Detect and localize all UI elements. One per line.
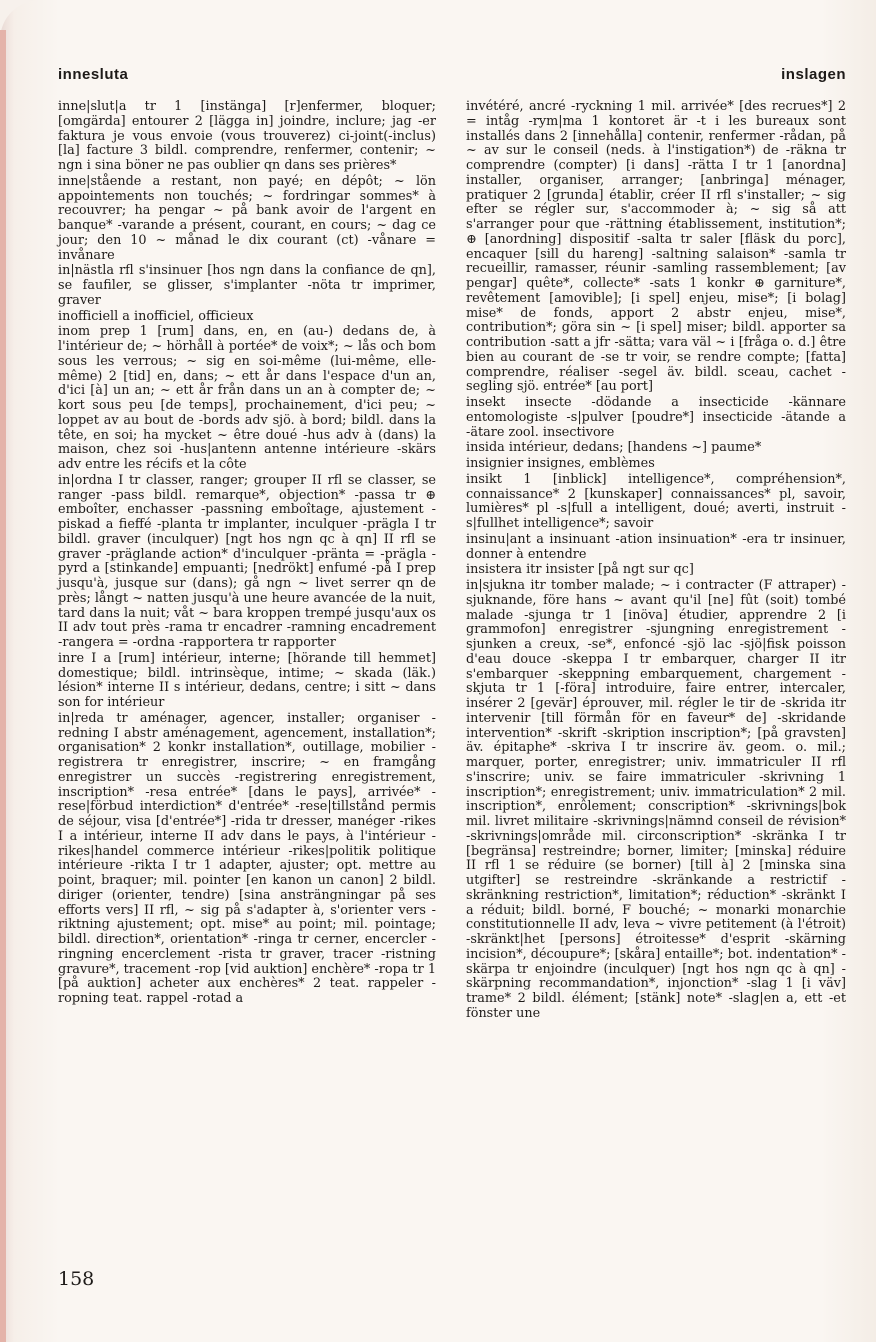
entry-insjukna: in|sjukna itr tomber malade; ~ i contracter (F attraper) -sjuknande, före hans ~ avant qu'il [ne] fût (soit) tombé malade -sjunga tr 1 [inöva] étudier, apprendre 2 [i grammofon] enregistrer -sjungning enregistrement -sjunken a creux, -se*, enfoncé -sjö lac -sjö|fisk poisson d'eau douce -skeppa I tr embarquer, charger II itr s'embarquer -skeppning embarquement, chargement -skjuta tr 1 [-föra] introduire, faire entrer, intercaler, insérer 2 [gevär] éprouver, mil. régler le tir de -skrida itr intervenir [till förmån för en faveur* de] -skridande intervention* -skrift -skription inscription*; [på gravsten] äv. épitaphe* -skriva I tr inscrire äv. geom. o. mil.; marquer, porter, enregistrer; univ. immatriculer II rfl s'inscrire; univ. se faire immatriculer -skrivning 1 inscription*; enregistrement; univ. immatriculation* 2 mil. inscription*, enrôlement; conscription* -skrivnings|bok mil. livret militaire -skrivnings|nämnd conseil de révision* -skrivnings|område mil. circonscription* -skränka I tr [begränsa] restreindre; borner, limiter; [minska] réduire II rfl 1 se réduire (se borner) [till à] 2 [minska sina utgifter] se restreindre -skränkande a restrictif -skränkning restriction*, limitation*; réduction* -skränkt I a réduit; bildl. borné, F bouché; ~ monarki monarchie constitutionnelle II adv, leva ~ vivre petitement (à l'étroit) -skränkt|het [persons] étroitesse* d'esprit -skärning incision*, découpure*; [skåra] entaille*; bot. indentation* -skärpa tr enjoindre (inculquer) [ngt hos ngn qc à qn] -skärpning recommandation*, injonction* -slag 1 [i väv] trame* 2 bildl. élément; [stänk] note* -slag|en a, ett -et fönster une	[466, 578, 846, 1021]
entry-inneslut: inne|slut|a tr 1 [instänga] [r]enfermer, bloquer; [omgärda] entourer 2 [lägga in] joindre, inclure; jag -er faktura je vous envoie (vous trouverez) ci-joint(-inclus) [la] facture 3 bildl. comprendre, renfermer, contenir; ~ ngn i sina böner ne pas oublier qn dans ses prières*	[58, 99, 436, 173]
page-edge	[0, 30, 6, 1342]
entry-insekt: insekt insecte -dödande a insecticide -kännare entomologiste -s|pulver [poudre*] insecticide -ätande a -ätare zool. insectivore	[466, 395, 846, 440]
entry-insistera: insistera itr insister [på ngt sur qc]	[466, 562, 694, 578]
entry-inre: inre I a [rum] intérieur, interne; [hörande till hemmet] domestique; bildl. intrinsèque, intime; ~ skada (läk.) lésion* interne II s intérieur, dedans, centre; i sitt ~ dans son for intérieur	[58, 650, 436, 710]
entry-inom: inom prep 1 [rum] dans, en, en (au-) dedans de, à l'intérieur de; ~ hörhåll à portée* de voix*; ~ lås och bom sous les verrous; ~ sig en soi-même (lui-même, elle-même) 2 [tid] en, dans; ~ ett år dans l'espace d'un an, d'ici [à] un an; ~ ett år från dans un an à compter de; ~ kort sous peu [de temps], prochainement, d'ici peu; ~ loppet av au bout de -bords adv sjö. à bord; bildl. dans la tête, en soi; ha mycket ~ être doué -hus adv à (dans) la maison, chez soi -hus|antenn antenne intérieure -skärs adv entre les récifs et la côte	[58, 324, 436, 472]
entry-insida: insida intérieur, dedans; [handens ~] paume*	[466, 440, 762, 456]
entry-inordna: in|ordna I tr classer, ranger; grouper II rfl se classer, se ranger -pass bildl. remarque*, objection* -passa tr ⊕ emboîter, enchasser -passning emboîtage, ajustement -piskad a fieffé -planta tr implanter, inculquer -prägla I tr bildl. graver (inculquer) [ngt hos ngn qc à qn] II rfl se graver -präglande action* d'inculquer -pränta = -prägla -pyrd a [stinkande] empuanti; [nedrökt] enfumé -på I prep jusqu'à, jusque sur (dans); gå ngn ~ livet serrer qn de près; långt ~ natten jusqu'à une heure avancée de la nuit, tard dans la nuit; våt ~ bara kroppen trempé jusqu'aux os II adv tout près -rama tr encadrer -ramning encadrement -rangera = -ordna -rapportera tr rapporter	[58, 472, 436, 650]
left-column	[58, 100, 436, 1008]
entry-innestaende: inne|stående a restant, non payé; en dépôt; ~ lön appointements non touchés; ~ fordringar sommes* à recouvrer; ha pengar ~ på bank avoir de l'argent en banque* -varande a présent, courant, en cours; ~ dag ce jour; den 10 ~ månad le dix courant (ct) -vånare = invånare	[58, 173, 436, 263]
entry-innastla: in|nästla rfl s'insinuer [hos ngn dans la confiance de qn], se faufiler, se glisser, s'implanter -nöta tr imprimer, graver	[58, 263, 436, 308]
page-number: 158	[58, 1268, 95, 1290]
right-column	[466, 100, 846, 1023]
entry-continued: invétéré, ancré -ryckning 1 mil. arrivée* [des recrues*] 2 = intåg -rym|ma 1 kontoret är -t i les bureaux sont installés dans 2 [innehålla] contenir, renfermer -rådan, på ~ av sur le conseil (neds. à l'instigation*) de -räkna tr comprendre (compter) [i dans] -rätta I tr 1 [anordna] installer, organiser, arranger; [anbringa] ménager, pratiquer 2 [grunda] établir, créer II rfl s'installer; ~ sig efter se régler sur, s'accommoder à; ~ sig så att s'arranger pour que -rättning établissement, institution*; ⊕ [anordning] dispositif -salta tr saler [fläsk du porc], encaquer [sill du hareng] -saltning salaison* -samla tr recueillir, ramasser, réunir -samling rassemblement; [av pengar] quête*, collecte* -sats 1 konkr ⊕ garniture*, revêtement [amovible]; [i spel] enjeu, mise*; [i bolag] mise* de fonds, apport 2 abstr enjeu, mise*, contribution*; göra sin ~ [i spel] miser; bildl. apporter sa contribution -satt a jfr -sätta; vara väl ~ i [fråga o. d.] être bien au courant de -se tr voir, se rendre compte; [fatta] comprendre, réaliser -segel äv. bildl. sceau, cachet -segling sjö. entrée* [au port]	[466, 99, 846, 395]
right-running-headword: inslagen	[781, 66, 846, 83]
left-running-headword: inneslutа	[58, 66, 129, 83]
entry-inofficiell: inofficiell a inofficiel, officieux	[58, 308, 254, 324]
entry-insikt: insikt 1 [inblick] intelligence*, compréhension*, connaissance* 2 [kunskaper] connaissances* pl, savoir, lumières* pl -s|full a intelligent, doué; averti, instruit -s|fullhet intelligence*; savoir	[466, 471, 846, 531]
entry-insinuant: insinu|ant a insinuant -ation insinuation* -era tr insinuer, donner à entendre	[466, 531, 846, 562]
entry-inreda: in|reda tr aménager, agencer, installer; organiser -redning I abstr aménagement, agencement, installation*; organisation* 2 konkr installation*, outillage, mobilier -registrera tr enregistrer, inscrire; ~ en framgång enregistrer un succès -registrering enregistrement, inscription* -resa entrée* [dans le pays], arrivée* -rese|förbud interdiction* d'entrée* -rese|tillstånd permis de séjour, visa [d'entrée*] -rida tr dresser, manéger -rikes I a intérieur, interne II adv dans le pays, à l'intérieur -rikes|handel commerce intérieur -rikes|politik politique intérieure -rikta I tr 1 adapter, ajuster; opt. mettre au point, braquer; mil. pointer [en kanon un canon] 2 bildl. diriger (orienter, tendre) [sina ansträngningar på ses efforts vers] II rfl, ~ sig på s'adapter à, s'orienter vers -riktning ajustement; opt. mise* au point; mil. pointage; bildl. direction*, orientation* -ringa tr cerner, encercler -ringning encerclement -rista tr graver, tracer -ristning gravure*, tracement -rop [vid auktion] enchère* -ropa tr 1 [på auktion] acheter aux enchères* 2 teat. rappeler -ropning teat. rappel -rotad a	[58, 710, 436, 1006]
entry-insignier: insignier insignes, emblèmes	[466, 456, 655, 471]
